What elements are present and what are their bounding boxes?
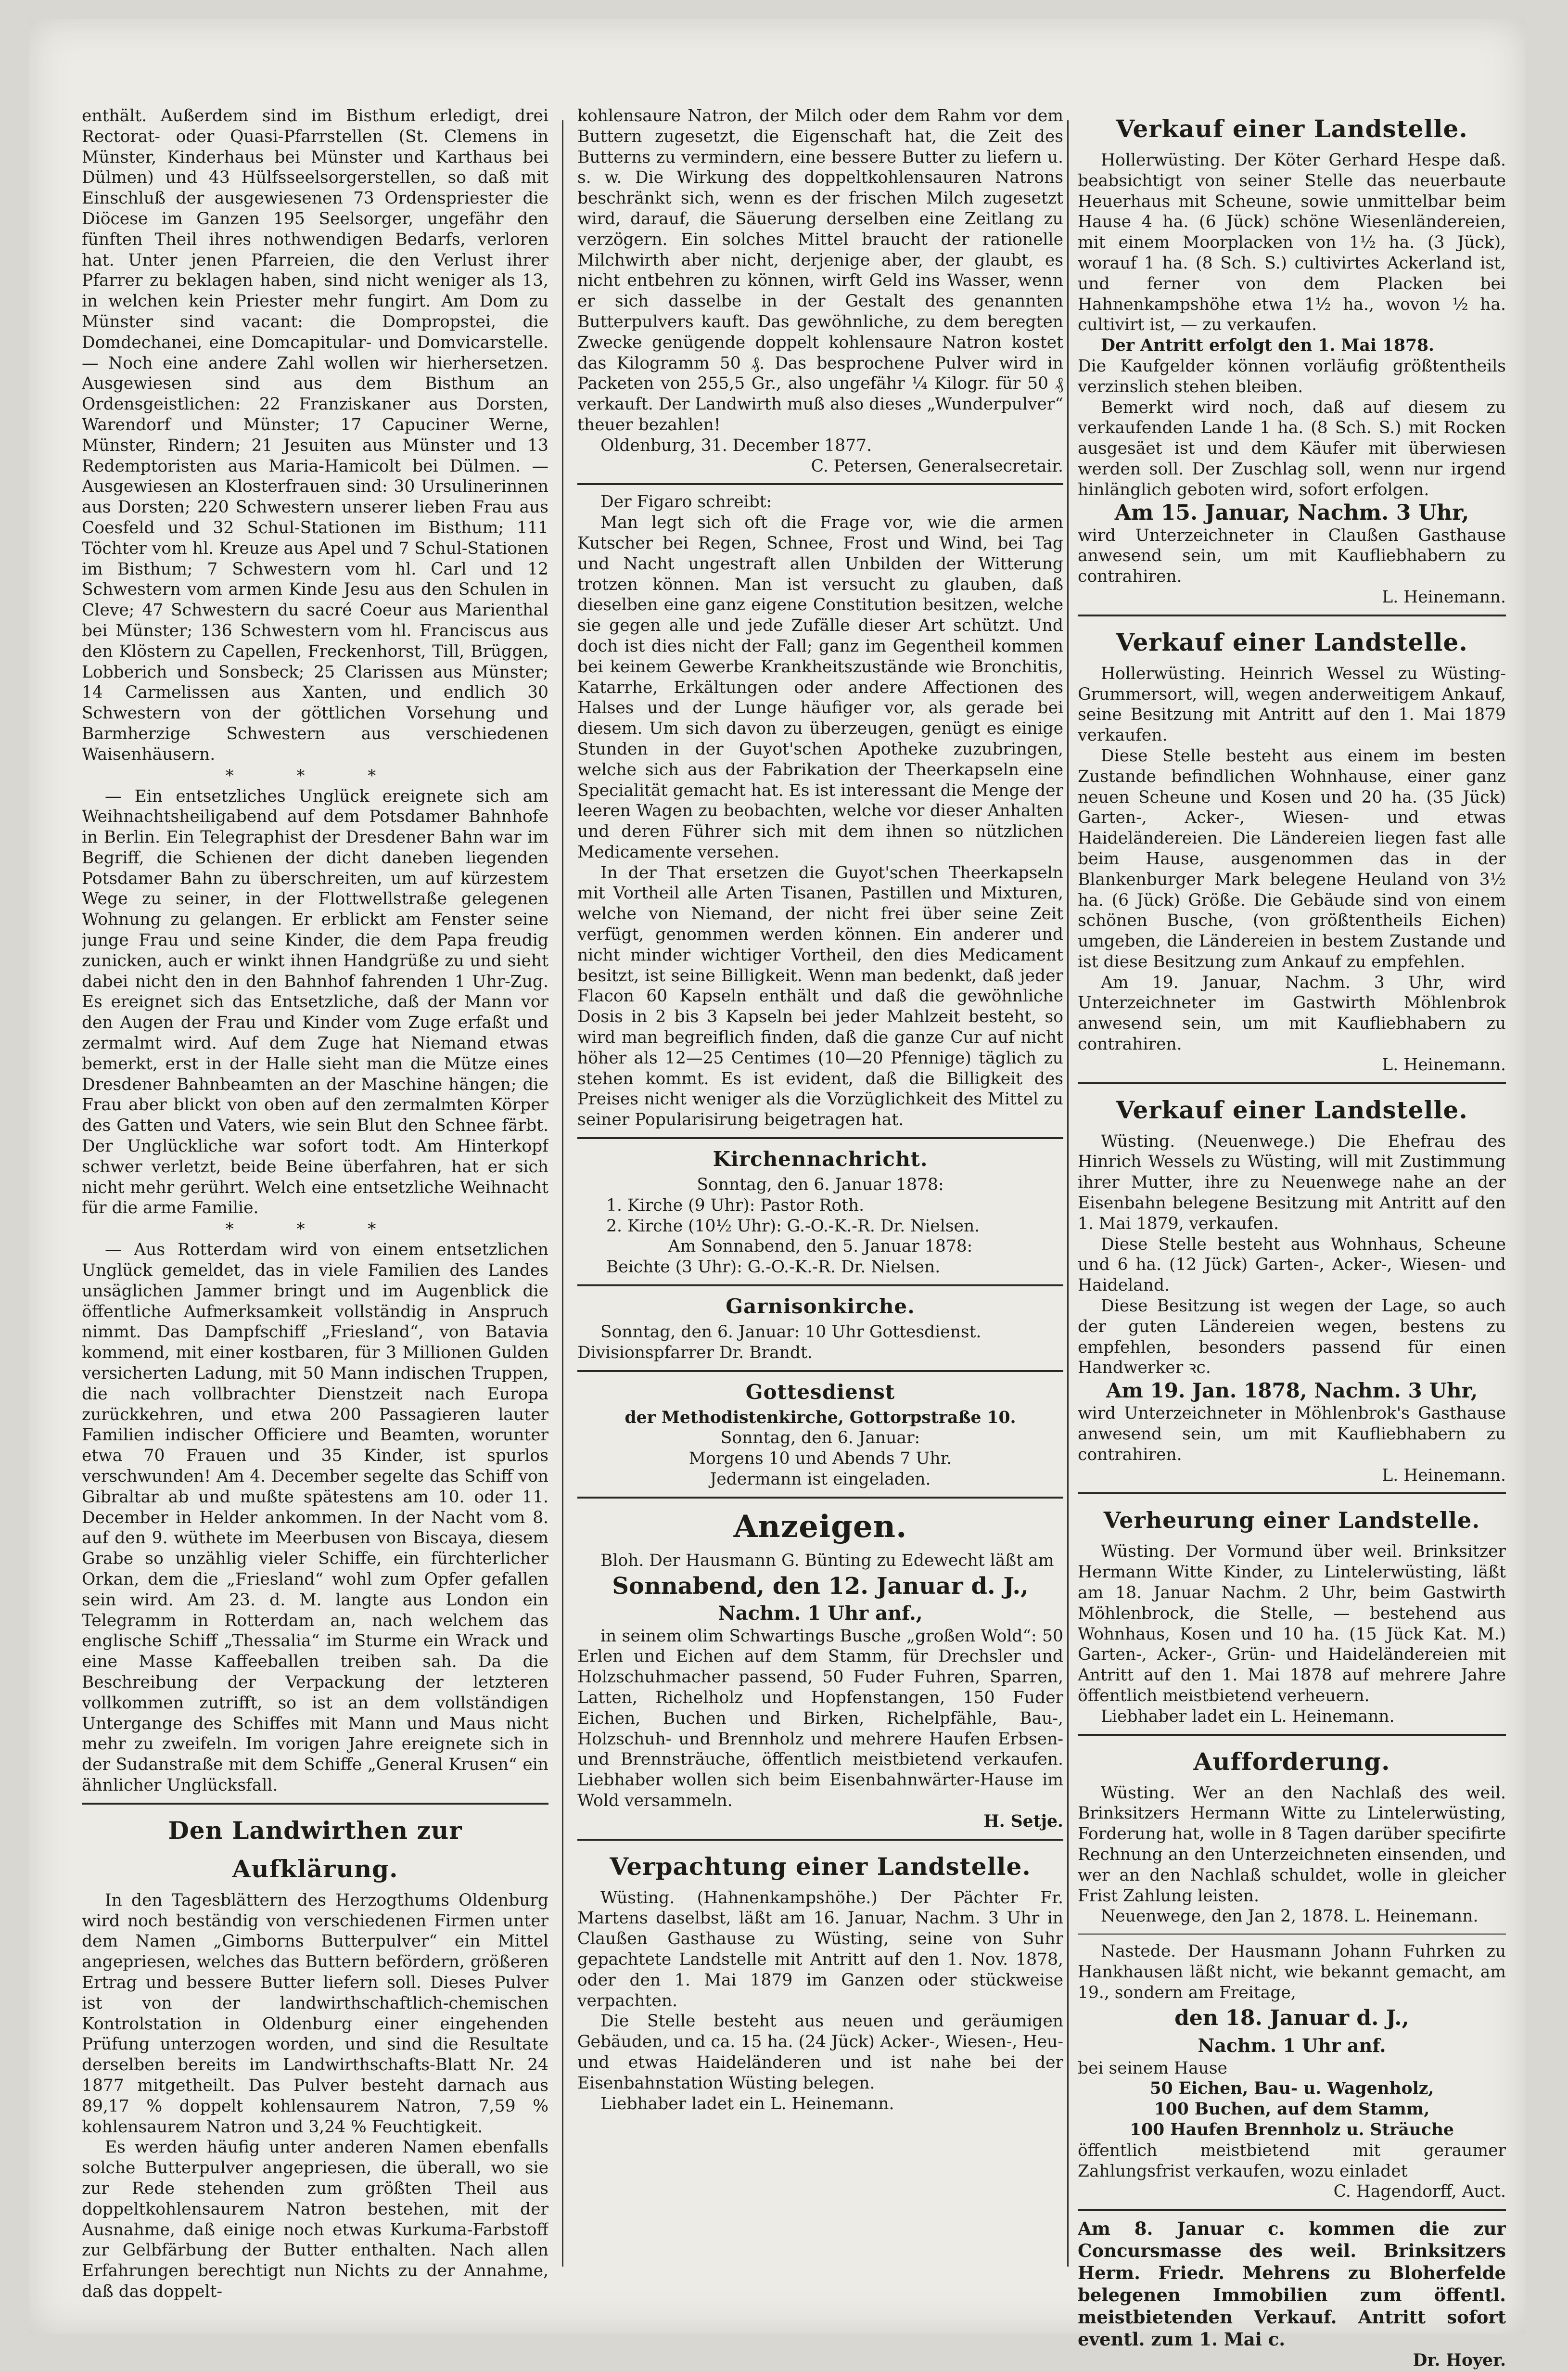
article-figaro-intro: Der Figaro schreibt: (600, 492, 772, 512)
garnison-line: Divisionspfarrer Dr. Brandt. (577, 1343, 813, 1362)
separator-stars: * * * (225, 766, 405, 785)
garnison-heading: Garnisonkirche. (726, 1294, 915, 1319)
ad-bloh-time: Nachm. 1 Uhr anf., (718, 1602, 923, 1625)
ad-verkauf-2-signature: L. Heinemann. (1382, 1055, 1506, 1075)
divider (1078, 1492, 1506, 1494)
article-butterpulver-1: In den Tagesblättern des Herzogthums Oldenburg wird noch beständig von verschiedenen Firmen unter dem Namen „Gimborns Butterpulver“ ein Mittel angepriesen, welches das Buttern befördern, größeren Ertrag und bessere Butter liefern soll. Dieses Pulver ist von der landwirthschaftlich-chemischen Kontrolstation in Oldenburg einer eingehenden Prüfung unterzogen worden, und sind die Resultate derselben bereits im Landwirthschafts-Blatt Nr. 24 1877 mitgetheilt. Das Pulver besteht darnach aus 89,17 % doppelt kohlensaurem Natron, 7,59 % kohlensaurem Natron und 3,24 % Feuchtigkeit. (82, 1890, 548, 2137)
ad-bloh-signature: H. Setje. (983, 1811, 1063, 1831)
divider (1078, 2209, 1506, 2211)
ad-verkauf-3-body: wird Unterzeichneter in Möhlenbrok's Gasthause anwesend sein, um mit Kaufliebhabern zu contrahiren. (1078, 1404, 1506, 1464)
ad-nastede-time: Nachm. 1 Uhr anf. (1198, 2034, 1386, 2056)
ad-verkauf-2-body: Diese Stelle besteht aus einem im besten Zustande befindlichen Wohnhause, einer ganz neuen Scheune und Kosen und 20 ha. (35 Jück) Garten-, Acker-, Wiesen- und etwas Haideländereien. Die Ländereien liegen fast alle beim Hause, ausgenommen das in der Blankenburger Mark belegene Heuland von 3½ ha. (6 Jück) Größe. Die Gebäude sind von einem schönen Busche, (von größtentheils Eichen) umgeben, die Ländereien in bestem Zustande und ist diese Besitzung zum Ankauf zu empfehlen. (1078, 746, 1506, 972)
ad-verkauf-3-heading: Verkauf einer Landstelle. (1116, 1095, 1468, 1124)
ad-nastede-item: 100 Buchen, auf dem Stamm, (1154, 2100, 1430, 2119)
ad-verkauf-2-heading: Verkauf einer Landstelle. (1116, 628, 1468, 656)
ad-nastede-body: bei seinem Hause (1078, 2058, 1227, 2078)
anzeigen-heading: Anzeigen. (733, 1508, 907, 1545)
gottesdienst-line: Sonntag, den 6. Januar: (720, 1428, 920, 1448)
ad-verkauf-3-body: Diese Besitzung ist wegen der Lage, so auch der guten Ländereien wegen, bestens zu empfehlen, besonders passend für einen Handwerker ꝛc. (1078, 1296, 1506, 1378)
divider (577, 1370, 1063, 1372)
column-3 (1078, 106, 1506, 2371)
ad-concurs-body: Am 8. Januar c. kommen die zur Concursmasse des weil. Brinksitzers Herm. Friedr. Mehrens zu Bloherfelde belegenen Immobilien zum öffentl. meistbietenden Verkauf. Antritt sofort eventl. zum 1. Mai c. (1078, 2218, 1506, 2350)
divider (577, 1497, 1063, 1499)
ad-concurs-signature: Dr. Hoyer. (1413, 2351, 1506, 2371)
article-unglueck-berlin: — Ein entsetzliches Unglück ereignete sich am Weihnachtsheiligabend auf dem Potsdamer Bahnhofe in Berlin. Ein Telegraphist der Dresdener Bahn war im Begriff, die Schienen der dicht daneben liegenden Potsdamer Bahn zu überschreiten, um auf kürzestem Wege zu seiner, in der Flottwellstraße gelegenen Wohnung zu gelangen. Er erblickt am Fenster seine junge Frau und seine Kinder, die dem Papa freudig zunicken, auch er winkt ihnen Handgrüße zu und sieht dabei nicht den in den Bahnhof fahrenden 1 Uhr-Zug. Es ereignet sich das Entsetzliche, daß der Mann vor den Augen der Frau und Kinder vom Zuge erfaßt und zermalmt wird. Auf dem Zuge hat Niemand etwas bemerkt, erst in der Halle sieht man die Mütze eines Dresdener Bahnbeamten an der Maschine hängen; die Frau aber blickt von oben auf den zermalmten Körper des Gatten und Vaters, wie sein Blut den Schnee färbt. Der Unglückliche war sofort todt. Am Hinterkopf schwer verletzt, beide Beine überfahren, hat er sich nicht mehr gerührt. Welch eine entsetzliche Weihnacht für die arme Familie. (82, 786, 548, 1218)
ad-verkauf-1-body: wird Unterzeichneter in Claußen Gasthause anwesend sein, um mit Kaufliebhabern zu contrahiren. (1078, 525, 1506, 587)
ad-verkauf-1-signature: L. Heinemann. (1382, 587, 1506, 607)
article-rotterdam: — Aus Rotterdam wird von einem entsetzlichen Unglück gemeldet, das in viele Familien des Landes unsäglichen Jammer bringt und im Augenblick die öffentliche Aufmerksamkeit vollständig in Anspruch nimmt. Das Dampfschiff „Friesland“, von Batavia kommend, mit einer kostbaren, für 3 Millionen Gulden versicherten Ladung, mit 50 Mann indischen Truppen, die nach vollbrachter Dienstzeit nach Europa zurückkehren, und etwa 200 Passagieren lauter Familien indischer Officiere und Beamten, worunter etwa 70 Frauen und 35 Kinder, ist spurlos verschwunden! Am 4. December segelte das Schiff von Gibraltar ab und mußte spätestens am 10. oder 11. December in Helder ankommen. In der Nacht vom 8. auf den 9. wüthete im Meerbusen von Biscaya, diesem Grabe so unzählig vieler Schiffe, ein fürchterlicher Orkan, dem die „Friesland“ wohl zum Opfer gefallen sein wird. Am 23. d. M. langte aus London ein Telegramm in Rotterdam an, nach welchem das englische Schiff „Thessalia“ im Sturme ein Wrack und eine Masse Kaffeeballen treiben sah. Da die Beschreibung der Verpackung der letzteren vollkommen zutrifft, so ist an dem vollständigen Untergange des Schiffes mit Mann und Maus nicht mehr zu zweifeln. Im vorigen Jahre ereignete sich in der Sudanstraße mit dem Schiffe „General Krusen“ ein ähnlicher Unglücksfall. (82, 1240, 548, 1795)
ad-verkauf-1-heading: Verkauf einer Landstelle. (1116, 115, 1468, 143)
gottesdienst-heading: Gottesdienst (745, 1380, 895, 1404)
kirchen-line: 2. Kirche (10½ Uhr): G.-O.-K.-R. Dr. Nielsen. (606, 1216, 980, 1236)
divider (1078, 1734, 1506, 1736)
divider (1078, 615, 1506, 616)
column-2 (577, 106, 1063, 2114)
ad-verkauf-1-antritt: Der Antritt erfolgt den 1. Mai 1878. (1101, 336, 1435, 356)
ad-bloh-date: Sonnabend, den 12. Januar d. J., (612, 1572, 1029, 1600)
divider (577, 483, 1063, 485)
column-1 (82, 106, 548, 2302)
ad-verheurung-heading: Verheurung einer Landstelle. (1103, 1507, 1480, 1534)
ad-aufforderung-heading: Aufforderung. (1193, 1747, 1390, 1776)
article-signature: C. Petersen, Generalsecretair. (811, 456, 1063, 476)
ad-verkauf-2-body: Hollerwüsting. Heinrich Wessel zu Wüsting-Grummersort, will, wegen anderweitigem Ankauf, seine Besitzung mit Antritt auf den 1. Mai 1879 verkaufen. (1078, 664, 1506, 745)
ad-bloh-intro: Bloh. Der Hausmann G. Bünting zu Edewecht läßt am (600, 1551, 1054, 1570)
article-figaro-1: Man legt sich oft die Frage vor, wie die armen Kutscher bei Regen, Schnee, Frost und Wind, bei Tag und Nacht ungestraft allen Unbilden der Witterung trotzen können. Man ist versucht zu glauben, daß dieselben eine ganz eigene Constitution besitzen, welche sie gegen alle und jede Zufälle dieser Art schützt. Und doch ist dies nicht der Fall; ganz im Gegentheil kommen bei keinem Gewerbe Krankheitszustände wie Bronchitis, Katarrhe, Erkältungen oder andere Affectionen des Halses und der Lunge häufiger vor, als gerade bei diesem. Um sich davon zu überzeugen, genügt es einige Stunden in der Guyot'schen Apotheke zuzubringen, welche sich aus der Fabrikation der Theerkapseln eine Specialität gemacht hat. Es ist interessant die Menge der leeren Wagen zu beobachten, welche vor dieser Anhalten und deren Führer sich mit dem ihnen so nützlichen Medicamente versehen. (577, 513, 1063, 862)
ad-verpachtung-body: Wüsting. (Hahnenkampshöhe.) Der Pächter Fr. Martens daselbst, läßt am 16. Januar, Nachm. 3 Uhr in Claußen Gasthause zu Wüsting, seine von Suhr gepachtete Landstelle mit Antritt auf den 1. Nov. 1878, oder den 1. Mai 1879 im Ganzen oder stückweise verpachten. (577, 1888, 1063, 2011)
ad-verheurung-signature: Liebhaber ladet ein L. Heinemann. (1101, 1706, 1395, 1726)
ad-verkauf-3-body: Diese Stelle besteht aus Wohnhaus, Scheune und 6 ha. (12 Jück) Garten-, Acker-, Wiesen- und Haideland. (1078, 1234, 1506, 1295)
divider (82, 1803, 548, 1805)
kirchen-heading: Kirchennachricht. (713, 1147, 928, 1171)
newspaper-page (29, 19, 1525, 2371)
kirchen-line: Am Sonnabend, den 5. Januar 1878: (668, 1237, 973, 1256)
ad-verkauf-3-signature: L. Heinemann. (1382, 1465, 1506, 1485)
ad-aufforderung-body: Wüsting. Wer an den Nachlaß des weil. Brinksitzers Hermann Witte zu Lintelerwüsting, Forderung hat, wolle in 8 Tagen darüber specifirte Rechnung an den Unterzeichneten einsenden, und wer an den Nachlaß schuldet, wolle in gleicher Frist Zahlung leisten. (1078, 1783, 1506, 1906)
column-rule-1 (562, 120, 563, 2267)
ad-nastede-date: den 18. Januar d. J., (1174, 2005, 1409, 2030)
ad-verkauf-1-date: Am 15. Januar, Nachm. 3 Uhr, (1114, 500, 1469, 525)
article-butterpulver-2: Es werden häufig unter anderen Namen ebenfalls solche Butterpulver angepriesen, die überall, wo sie zur Rede stehenden zum größten Theil aus doppeltkohlensaurem Natron bestehen, mit der Ausnahme, daß einige noch etwas Kurkuma-Farbstoff zur Gelbfärbung der Butter enthalten. Nach allen Erfahrungen berechtigt nun Nichts zu der Annahme, daß das doppelt- (82, 2138, 548, 2301)
kirchen-line: 1. Kirche (9 Uhr): Pastor Roth. (606, 1195, 865, 1215)
article-heading-landwirthe: Den Landwirthen zur Aufklärung. (168, 1816, 462, 1883)
ad-verkauf-1-body: Bemerkt wird noch, daß auf diesem zu verkaufenden Lande 1 ha. (8 Sch. S.) mit Rocken ausgesäet ist und dem Käufer mit überwiesen werden soll. Der Zuschlag soll, wenn nur irgend hinlänglich geboten wird, sofort erfolgen. (1078, 397, 1506, 500)
divider (577, 1284, 1063, 1286)
article-figaro-2: In der That ersetzen die Guyot'schen Theerkapseln mit Vortheil alle Arten Tisanen, Pastillen und Mixturen, welche von Niemand, der nicht frei über seine Zeit verfügt, genommen werden können. Ein anderer und nicht minder wichtiger Vortheil, den dies Medicament besitzt, ist seine Billigkeit. Wenn man bedenkt, daß jeder Flacon 60 Kapseln enthält und daß die gewöhnliche Dosis in 2 bis 3 Kapseln bei jeder Mahlzeit besteht, so wird man begreiflich finden, daß die ganze Cur auf nicht höher als 12—25 Centimes (10—20 Pfennige) täglich zu stehen kommt. Es ist evident, daß die Billigkeit des Preises nicht weniger als die Vorzüglichkeit des Mittel zu seiner Popularisirung beigetragen hat. (577, 863, 1063, 1130)
gottesdienst-line: Morgens 10 und Abends 7 Uhr. (688, 1449, 952, 1469)
garnison-line: Sonntag, den 6. Januar: 10 Uhr Gottesdienst. (600, 1322, 982, 1342)
ad-verkauf-1-body: Die Kaufgelder können vorläufig größtentheils verzinslich stehen bleiben. (1078, 356, 1506, 397)
ad-verpachtung-body: Die Stelle besteht aus neuen und geräumigen Gebäuden, und ca. 15 ha. (24 Jück) Acker-, Wiesen-, Heu- und etwas Haideländeren und ist nahe bei der Eisenbahnstation Wüsting belegen. (577, 2012, 1063, 2093)
ad-nastede-signature: C. Hagendorff, Auct. (1333, 2182, 1506, 2202)
article-butterpulver-cont: kohlensaure Natron, der Milch oder dem Rahm vor dem Buttern zugesetzt, die Eigenschaft hat, die Zeit des Butterns zu vermindern, eine bessere Butter zu liefern u. s. w. Die Wirkung des doppeltkohlensauren Natrons beschränkt sich, wenn es der frischen Milch zugesetzt wird, darauf, die Säuerung derselben eine Zeitlang zu verzögern. Ein solches Mittel braucht der rationelle Milchwirth aber nicht, derjenige aber, der glaubt, es nicht entbehren zu können, wirft Geld ins Wasser, wenn er sich dasselbe in der Gestalt des genannten Butterpulvers kauft. Das gewöhnliche, zu dem beregten Zwecke genügende doppelt kohlensaure Natron kostet das Kilogramm 50 ₰. Das besprochene Pulver wird in Packeten von 255,5 Gr., also ungefähr ¼ Kilogr. für 50 ₰ verkauft. Der Landwirth muß also dieses „Wunderpulver“ theuer bezahlen! (577, 106, 1063, 435)
ad-bloh-body: in seinem olim Schwartings Busche „großen Wold“: 50 Erlen und Eichen auf dem Stamm, für Drechsler und Holzschuhmacher passend, 50 Fuder Fuhren, Sparren, Latten, Richelholz und Hopfenstangen, 150 Fuder Eichen, Buchen und Birken, Richelpfähle, Bau-, Holzschuh- und Brennholz und mehrere Haufen Erbsen- und Brennsträuche, öffentlich meistbietend verkaufen. Liebhaber wollen sich beim Eisenbahnwärter-Hause im Wold versammeln. (577, 1626, 1063, 1810)
ad-verpachtung-heading: Verpachtung einer Landstelle. (610, 1852, 1031, 1881)
ad-nastede-item: 100 Haufen Brennholz u. Sträuche (1130, 2120, 1454, 2140)
ad-verkauf-3-body: Wüsting. (Neuenwege.) Die Ehefrau des Hinrich Wessels zu Wüsting, will mit Zustimmung ihrer Mutter, ihre zu Neuenwege nahe an der Eisenbahn belegene Besitzung mit Antritt auf den 1. Mai 1879, verkaufen. (1078, 1131, 1506, 1233)
gottesdienst-line: Jedermann ist eingeladen. (710, 1470, 931, 1489)
ad-verpachtung-signature: Liebhaber ladet ein L. Heinemann. (600, 2094, 894, 2114)
divider (577, 1137, 1063, 1139)
ad-nastede-item: 50 Eichen, Bau- u. Wagenholz, (1149, 2079, 1434, 2099)
divider (1078, 1082, 1506, 1084)
ad-nastede-body: öffentlich meistbietend mit geraumer Zahlungsfrist verkaufen, wozu einladet (1078, 2140, 1506, 2181)
ad-verkauf-1-body: Hollerwüsting. Der Köter Gerhard Hespe daß. beabsichtigt von seiner Stelle das neuerbaute Heuerhaus mit Scheune, sowie unmittelbar beim Hause 4 ha. (6 Jück) schöne Wiesenländereien, mit einem Moorplacken von 1½ ha. (3 Jück), worauf 1 ha. (8 Sch. S.) cultivirtes Ackerland ist, und ferner von dem Placken bei Hahnenkampshöhe etwa 1½ ha., wovon ½ ha. cultivirt ist, — zu verkaufen. (1078, 151, 1506, 335)
ad-aufforderung-signature: Neuenwege, den Jan 2, 1878. L. Heinemann. (1101, 1907, 1479, 1926)
divider (577, 1839, 1063, 1841)
kirchen-line: Beichte (3 Uhr): G.-O.-K.-R. Dr. Nielsen. (606, 1257, 941, 1277)
ad-verheurung-body: Wüsting. Der Vormund über weil. Brinksitzer Hermann Witte Kinder, zu Lintelerwüsting, läßt am 18. Januar Nachm. 2 Uhr, beim Gastwirth Möhlenbrock, die Stelle, — bestehend aus Wohnhaus, Kosen und 10 ha. (15 Jück Kat. M.) Garten-, Acker-, Grün- und Haideländereien mit Antritt auf den 1. Mai 1878 auf mehrere Jahre öffentlich meistbietend verheuern. (1078, 1542, 1506, 1705)
ad-nastede-intro: Nastede. Der Hausmann Johann Fuhrken zu Hankhausen läßt nicht, wie bekannt gemacht, am 19., sondern am Freitage, (1078, 1942, 1506, 2002)
divider (1078, 1934, 1506, 1935)
gottesdienst-line: der Methodistenkirche, Gottorpstraße 10. (625, 1408, 1016, 1427)
kirchen-line: Sonntag, den 6. Januar 1878: (697, 1175, 944, 1195)
separator-stars: * * * (225, 1219, 405, 1239)
column-rule-2 (1067, 120, 1069, 2267)
ad-verkauf-2-body: Am 19. Januar, Nachm. 3 Uhr, wird Unterzeichneter im Gastwirth Möhlenbrok anwesend sein, um mit Kaufliebhabern zu contrahiren. (1078, 973, 1506, 1054)
ad-verkauf-3-date: Am 19. Jan. 1878, Nachm. 3 Uhr, (1106, 1379, 1478, 1403)
article-bisthum: enthält. Außerdem sind im Bisthum erledigt, drei Rectorat- oder Quasi-Pfarrstellen (St. Clemens in Münster, Kinderhaus bei Münster und Karthaus bei Dülmen) und 43 Hülfsseelsorgerstellen, so daß mit Einschluß der ausgewiesenen 73 Ordenspriester die Diöcese im Ganzen 195 Seelsorger, ungefähr den fünften Theil ihres nothwendigen Bedarfs, verloren hat. Unter jenen Pfarreien, die den Verlust ihrer Pfarrer zu beklagen haben, sind nicht weniger als 13, in welchen kein Priester mehr fungirt. Am Dom zu Münster sind vacant: die Dompropstei, die Domdechanei, eine Domcapitular- und Domvicarstelle. — Noch eine andere Zahl wollen wir hierhersetzen. Ausgewiesen sind aus dem Bisthum an Ordensgeistlichen: 22 Franziskaner aus Dorsten, Warendorf und Münster; 17 Capuciner Werne, Münster, Rindern; 21 Jesuiten aus Münster und 13 Redemptoristen aus Maria-Hamicolt bei Dülmen. — Ausgewiesen an Klosterfrauen sind: 30 Ursulinerinnen aus Dorsten; 220 Schwestern unserer lieben Frau aus Coesfeld und 32 Schul-Stationen im Bisthum; 111 Töchter vom hl. Kreuze aus Apel und 7 Schul-Stationen im Bisthum; 7 Schwestern vom hl. Carl und 12 Schwestern vom armen Kinde Jesu aus den Schulen in Cleve; 47 Schwestern du sacré Coeur aus Marienthal bei Münster; 136 Schwestern vom hl. Franciscus aus den Klöstern zu Capellen, Freckenhorst, Till, Brüggen, Lobberich und Sonsbeck; 25 Clarissen aus Münster; 14 Carmelissen aus Xanten, und endlich 30 Schwestern von der göttlichen Vorsehung und Barmherzige Schwestern aus verschiedenen Waisenhäusern. (82, 106, 548, 764)
article-place-date: Oldenburg, 31. December 1877. (600, 436, 872, 455)
